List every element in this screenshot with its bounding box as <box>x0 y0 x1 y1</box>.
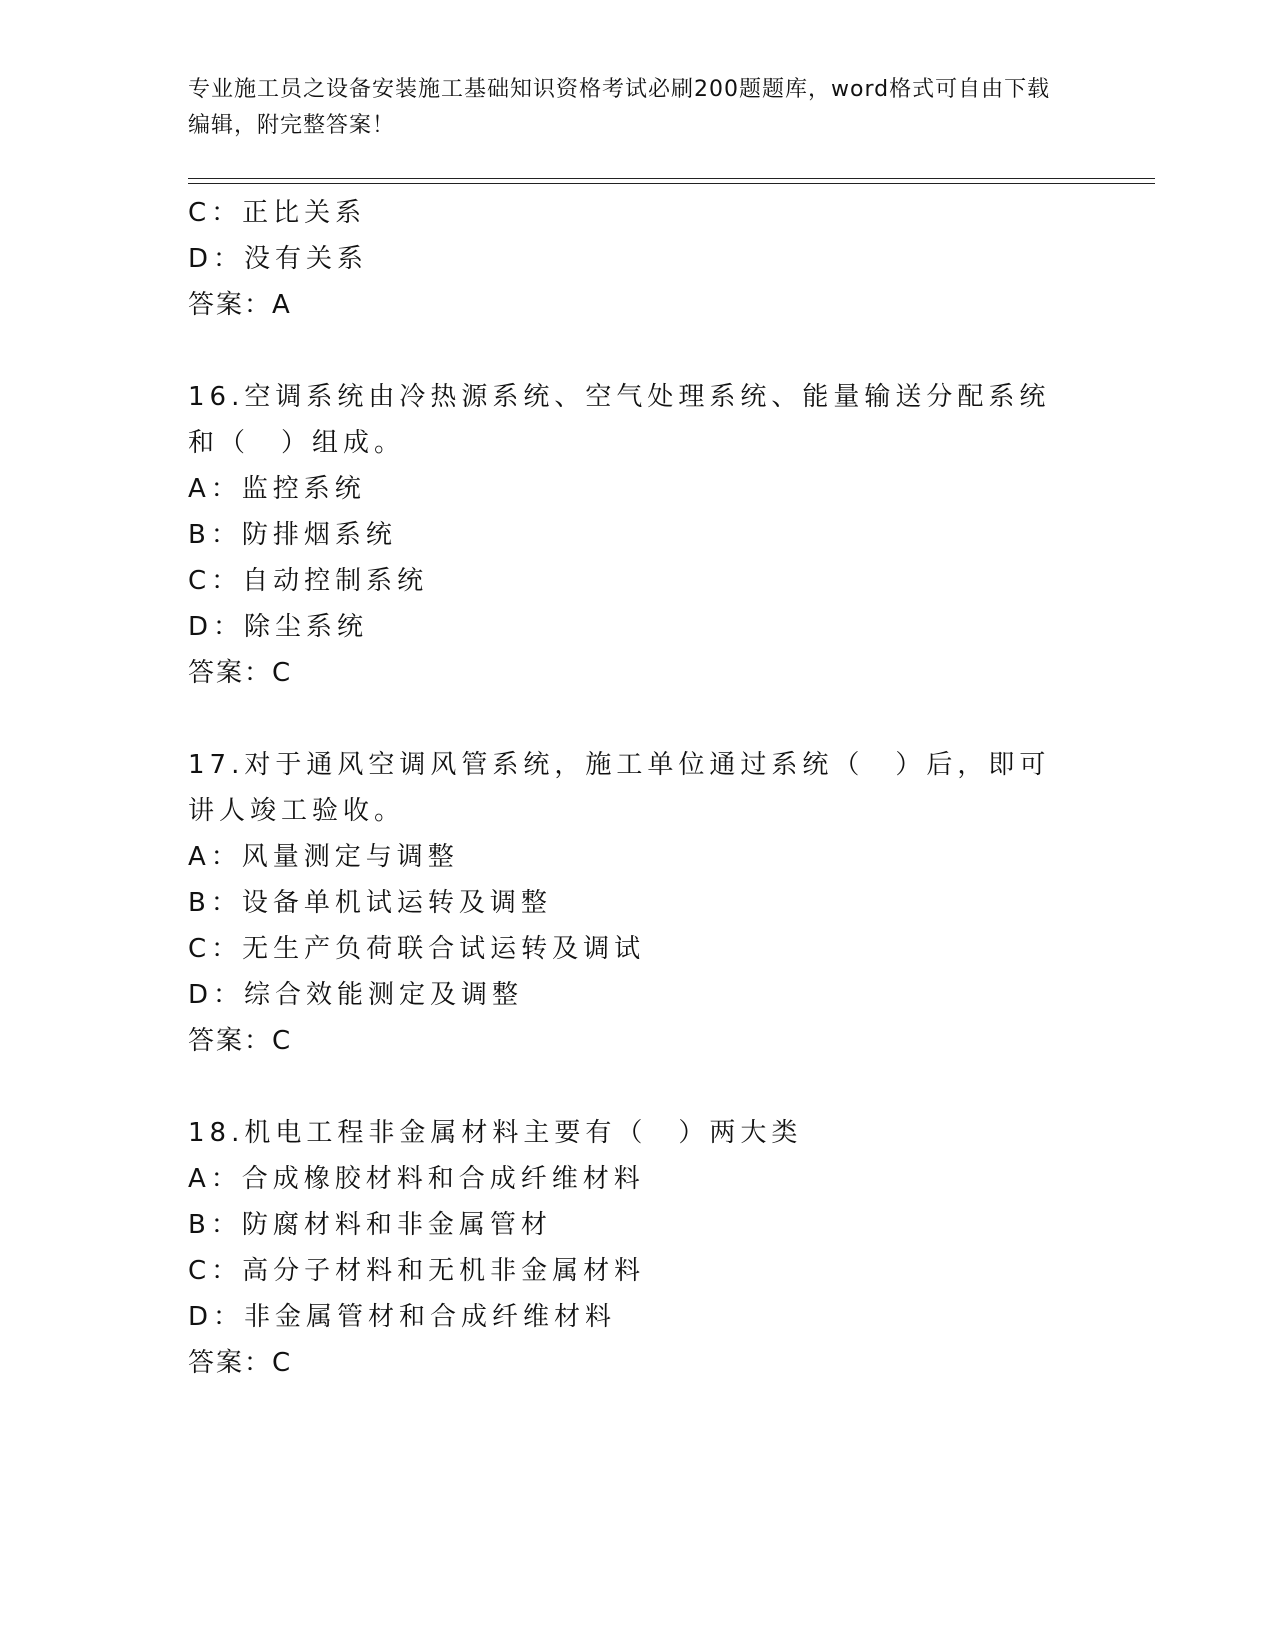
option-d: D：综合效能测定及调整 <box>188 980 524 1010</box>
question-stem: 17.对于通风空调风管系统，施工单位通过系统（ ）后，即可讲人竣工验收。 <box>188 750 1051 826</box>
option-a: A：风量测定与调整 <box>188 842 459 872</box>
question-17 <box>188 742 1068 1064</box>
option-a: A：合成橡胶材料和合成纤维材料 <box>188 1164 645 1194</box>
carry-over-question <box>188 190 1068 328</box>
option-d: D：非金属管材和合成纤维材料 <box>188 1302 617 1332</box>
header-divider-top <box>188 178 1155 179</box>
document-title: 专业施工员之设备安装施工基础知识资格考试必刷200题题库，word格式可自由下载编辑，附完整答案！ <box>188 77 1051 138</box>
option-b: B：防排烟系统 <box>188 520 397 550</box>
answer-line: 答案：A <box>188 290 292 320</box>
answer-line: 答案：C <box>188 1026 293 1056</box>
question-stem: 16.空调系统由冷热源系统、空气处理系统、能量输送分配系统和（ ）组成。 <box>188 382 1051 458</box>
spacer <box>188 696 1068 742</box>
document-header <box>188 72 1068 144</box>
option-b: B：防腐材料和非金属管材 <box>188 1210 552 1240</box>
option-b: B：设备单机试运转及调整 <box>188 888 552 918</box>
header-divider-bottom <box>188 183 1155 184</box>
spacer <box>188 1064 1068 1110</box>
answer-line: 答案：C <box>188 658 293 688</box>
option-d: D：除尘系统 <box>188 612 369 642</box>
option-c: C：无生产负荷联合试运转及调试 <box>188 934 646 964</box>
question-16 <box>188 374 1068 696</box>
option-c: C：高分子材料和无机非金属材料 <box>188 1256 646 1286</box>
option-c: C：自动控制系统 <box>188 566 429 596</box>
option-c: C：正比关系 <box>188 198 367 228</box>
option-a: A：监控系统 <box>188 474 366 504</box>
spacer <box>188 328 1068 374</box>
question-stem: 18.机电工程非金属材料主要有（ ）两大类 <box>188 1118 803 1148</box>
document-body <box>188 190 1068 1386</box>
option-d: D：没有关系 <box>188 244 369 274</box>
answer-line: 答案：C <box>188 1348 293 1378</box>
question-18 <box>188 1110 1068 1386</box>
